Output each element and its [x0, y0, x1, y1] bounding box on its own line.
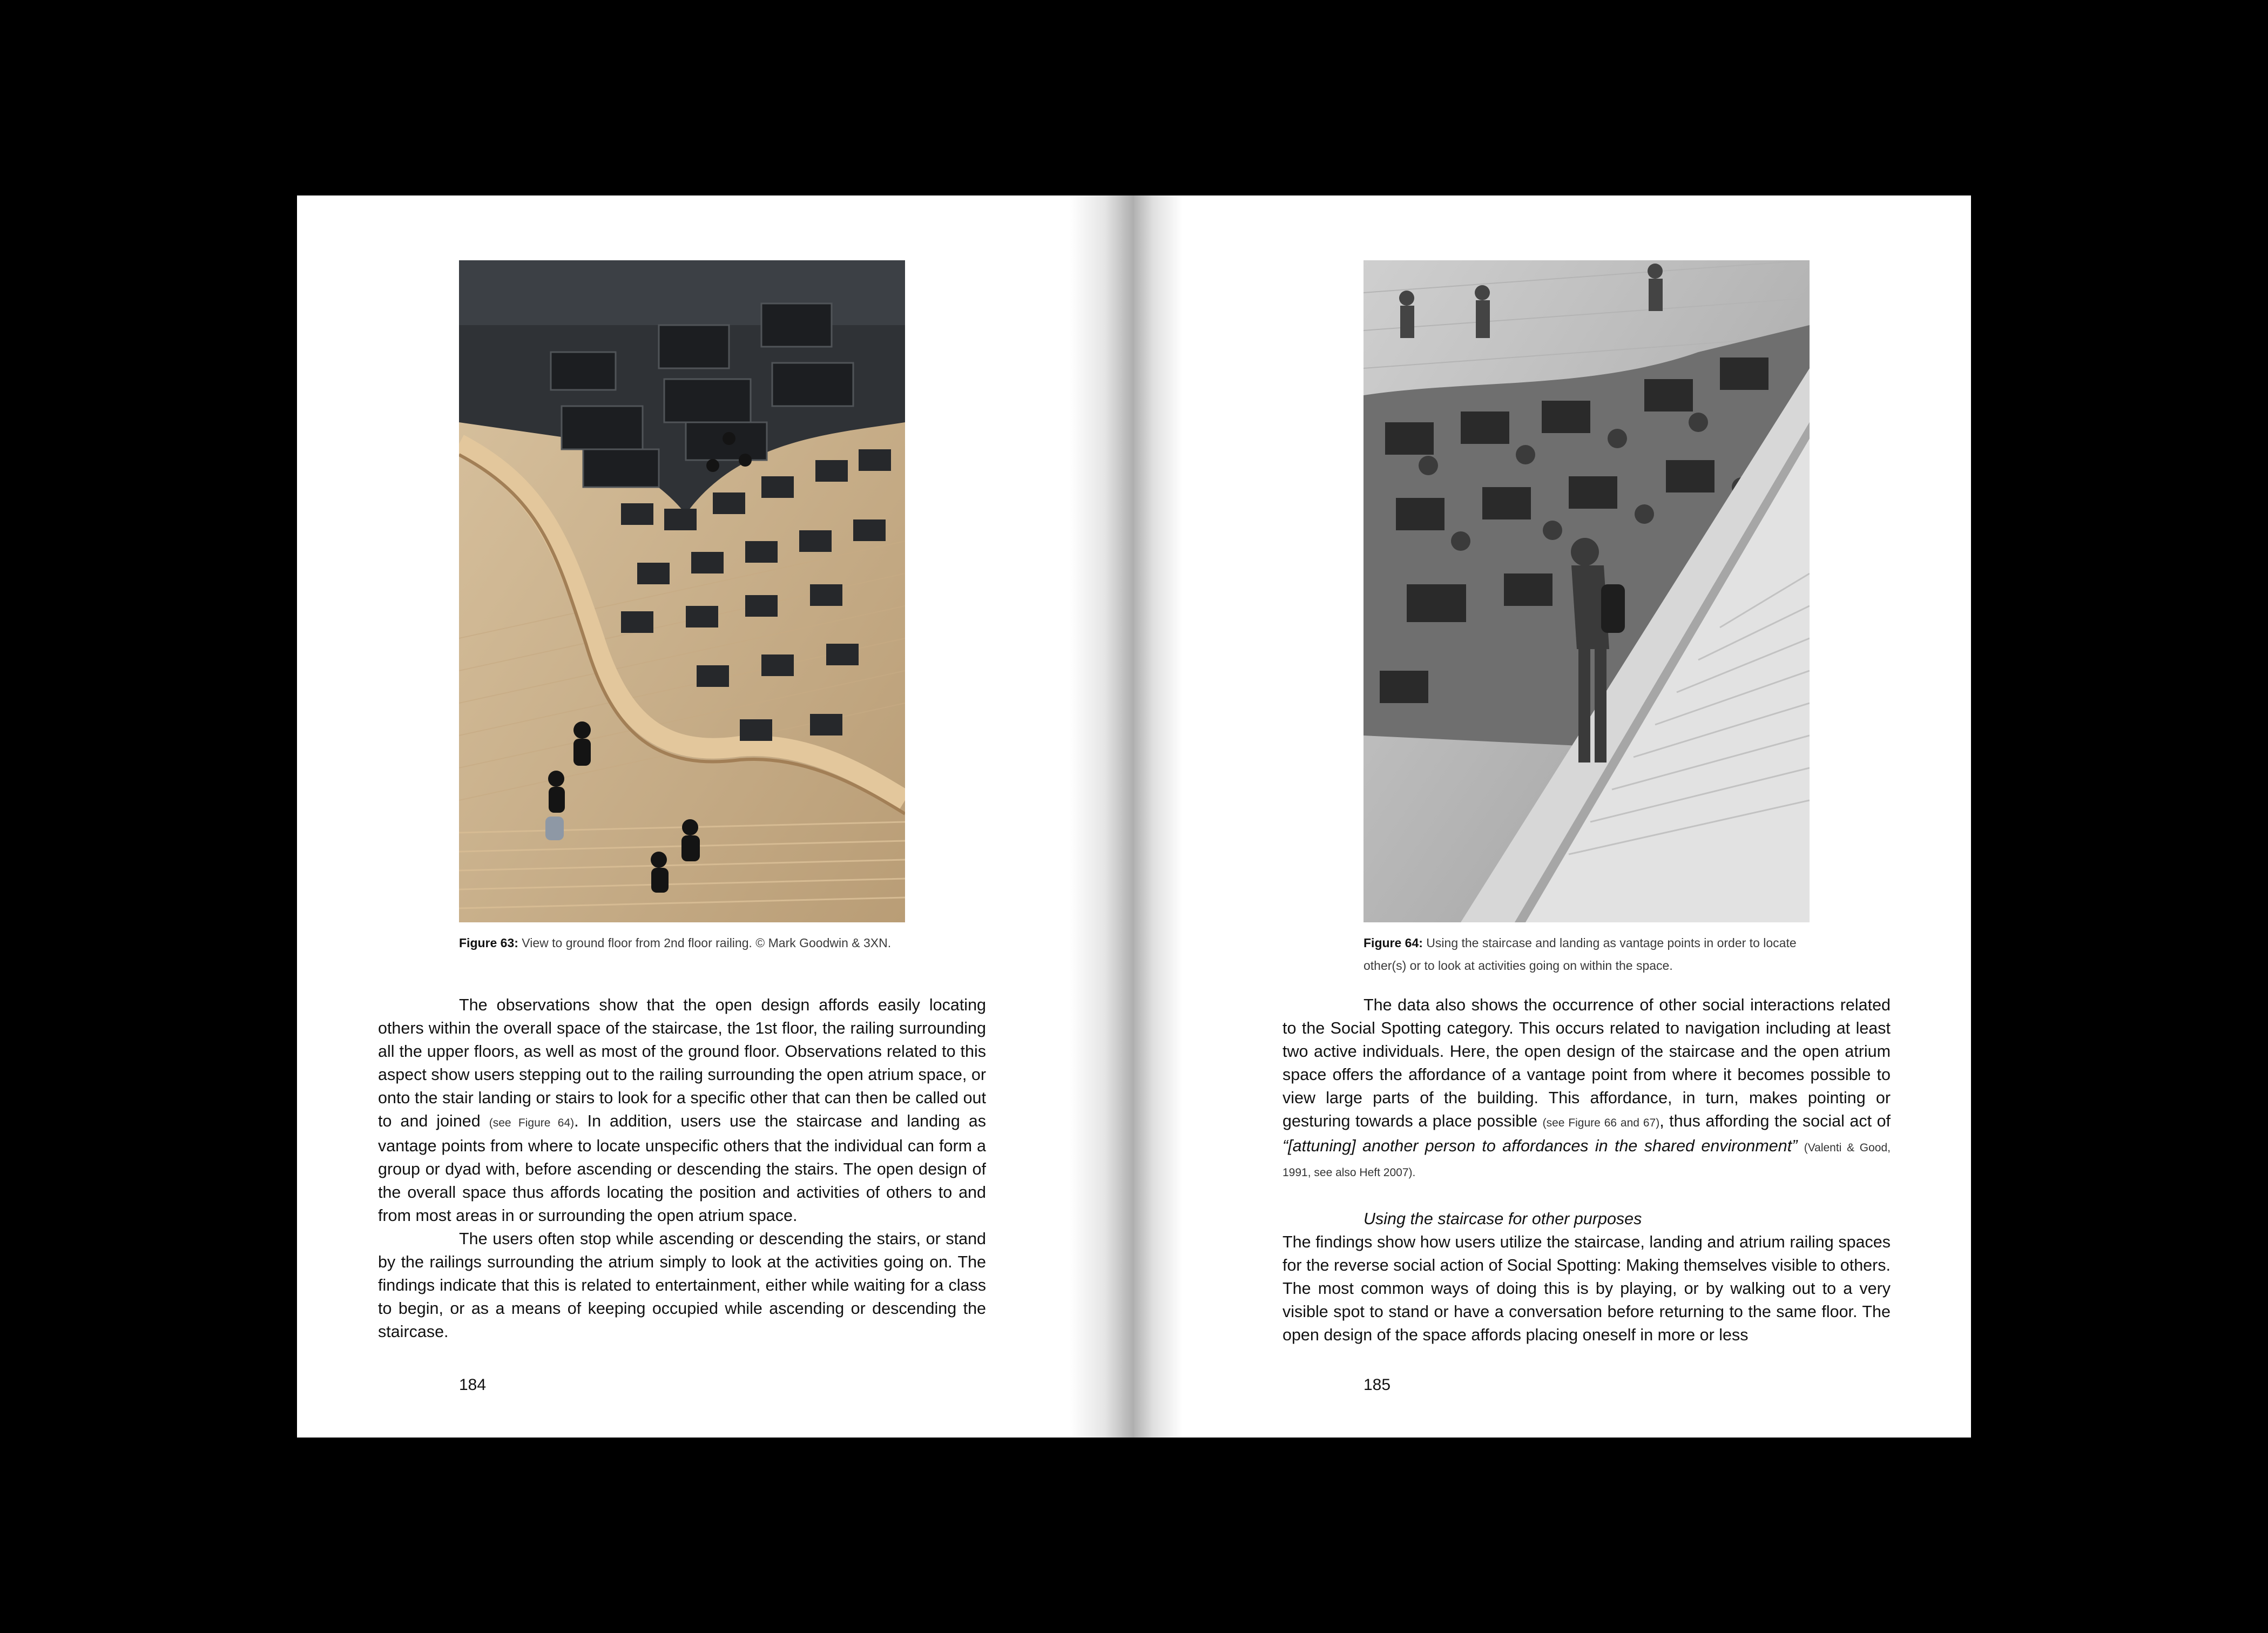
figure-63-caption-text: View to ground floor from 2nd floor railing. © Mark Goodwin & 3XN. [518, 936, 892, 950]
figure-64-caption-text: Using the staircase and landing as vantage points in order to locate other(s) or to look at activities going on within the space. [1364, 936, 1797, 973]
right-paragraph-1-part-a: The data also shows the occurrence of other social interactions related to the Social Spotting category. This occurs related to navigation including at least two active individuals. Here, the open design of the staircase and the open atrium space offers the affordance of a vantage point from where it becomes possible to view large parts of the building. This affordance, in turn, makes pointing or gesturing towards a place possible [1282, 996, 1891, 1130]
figure-63-label: Figure 63: [459, 936, 518, 950]
book-spread [297, 195, 1971, 1438]
figure-64-reference: (see Figure 64) [489, 1117, 575, 1129]
left-body-text [378, 994, 986, 1344]
left-paragraph-1-part-b: . In addition, users use the staircase and landing as vantage points from where to locate unspecific others that the individual can form a group or dyad with, before ascending or descending the stairs. The open design of the overall space thus affords locating the position and activities of others to and from most areas in or surrounding the open atrium space. [378, 1112, 986, 1225]
right-paragraph-2: The findings show how users utilize the staircase, landing and atrium railing spaces for the reverse social action of Social Spotting: Making themselves visible to others. The most common ways of doing this is by playing, or by walking out to a very visible spot to stand or have a conversation before returning to the same floor. The open design of the space affords placing oneself in more or less [1282, 1233, 1891, 1344]
left-paragraph-1-part-a: The observations show that the open design affords easily locating others within the overall space of the staircase, the 1st floor, the railing surrounding all the upper floors, as well as most of the ground floor. Observations related to this aspect show users stepping out to the railing surrounding the open atrium space, or onto the stair landing or stairs to look for a specific other that can then be called out to and joined [378, 996, 986, 1130]
right-page [1134, 195, 1971, 1438]
right-body-text [1282, 994, 1891, 1347]
figure-64-photo [1364, 260, 1810, 922]
figure-66-67-reference: (see Figure 66 and 67) [1542, 1117, 1660, 1129]
left-paragraph-2: The users often stop while ascending or descending the stairs, or stand by the railings surrounding the atrium simply to look at the activities going on. The findings indicate that this is related to entertainment, either while waiting for a class to begin, or as a means of keeping occupied while ascending or descending the staircase. [378, 1230, 986, 1341]
citation: (Valenti & Good, 1991, see also Heft 2007). [1282, 1142, 1891, 1179]
left-paragraph-1 [378, 994, 986, 1227]
paragraph-gap [1282, 1184, 1891, 1207]
figure-63-caption [459, 932, 945, 954]
right-paragraph-1 [1282, 994, 1891, 1184]
figure-63-photo [459, 260, 905, 922]
page-number-left: 184 [459, 1376, 487, 1394]
gutter-shadow-right [1134, 195, 1183, 1438]
section-subheading: Using the staircase for other purposes [1364, 1210, 1642, 1228]
page-number-right: 185 [1364, 1376, 1391, 1394]
gutter-shadow-left [1069, 195, 1134, 1438]
valenti-good-quote: “[attuning] another person to affordances in the shared environment” [1282, 1137, 1798, 1155]
left-page [297, 195, 1134, 1438]
figure-64-label: Figure 64: [1364, 936, 1423, 950]
figure-64-caption [1364, 932, 1828, 977]
right-paragraph-1-part-b: , thus affording the social act of [1659, 1112, 1891, 1130]
